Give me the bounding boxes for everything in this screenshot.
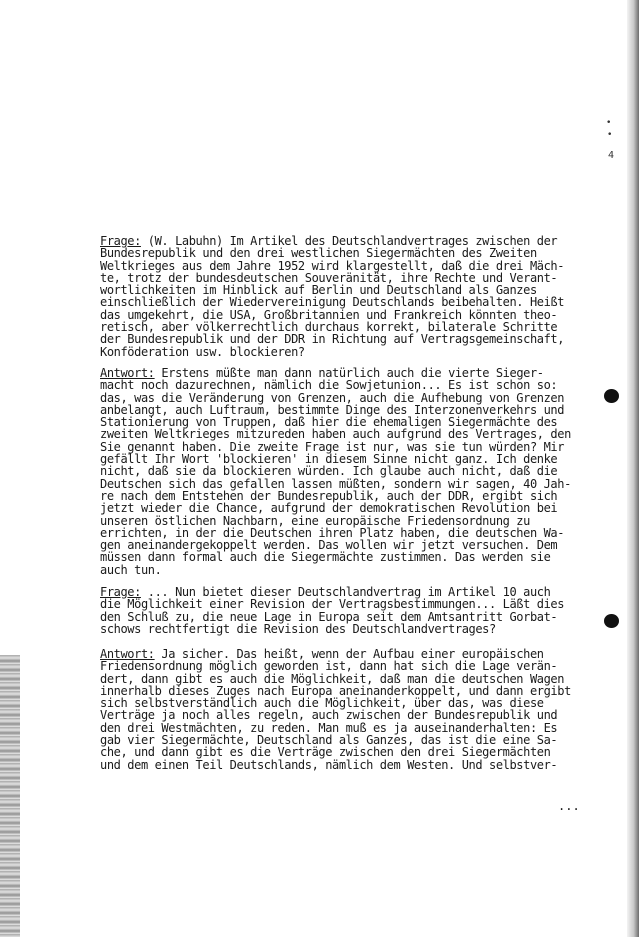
- text-line: errichten, in der die Deutschen ihren Platz haben, die deutschen Wa-: [100, 525, 565, 540]
- question-block: [100, 235, 584, 358]
- text-line: jetzt wieder die Chance, aufgrund der demokratischen Revolution bei: [100, 501, 558, 516]
- text-line: und dem einen Teil Deutschlands, nämlich dem Westen. Und selbstver-: [100, 757, 558, 772]
- speaker-label: Frage:: [100, 234, 141, 248]
- text-line-content: Erstens müßte man dann natürlich auch die vierte Sieger-: [154, 366, 544, 380]
- continuation-marker: ...: [558, 799, 580, 813]
- text-line: der Bundesrepublik und der DDR in Richtung auf Vertragsgemeinschaft,: [100, 332, 565, 347]
- text-line: che, und dann gibt es die Verträge zwischen den drei Siegermächten: [100, 745, 551, 760]
- text-line: Deutschen sich das gefallen lassen müßten, sondern wir sagen, 40 Jah-: [100, 476, 571, 491]
- text-line: gefällt Ihr Wort 'blockieren' in diesem Sinne nicht ganz. Ich denke: [100, 452, 558, 467]
- text-line: unseren östlichen Nachbarn, eine europäische Friedensordnung zu: [100, 513, 530, 528]
- text-line: te, trotz der bundesdeutschen Souveränität, ihre Rechte und Verant-: [100, 270, 558, 285]
- text-line: Konföderation usw. blockieren?: [100, 344, 305, 359]
- text-line: Stationierung von Truppen, daß hier die ehemaligen Siegermächte des: [100, 415, 558, 430]
- text-line: müssen dann formal auch die Siegermächte zustimmen. Das werden sie: [100, 550, 551, 565]
- text-line: nicht, daß sie da blockieren würden. Ich glaube auch nicht, daß die: [100, 464, 558, 479]
- question-block: [100, 586, 584, 635]
- text-line: dert, dann gibt es auch die Möglichkeit, daß man die deutschen Wagen: [100, 671, 565, 686]
- text-line: einschließlich der Wiedervereinigung Deutschlands beibehalten. Heißt: [100, 295, 565, 310]
- answer-block: [100, 367, 584, 576]
- scan-edge-left: [0, 655, 20, 937]
- text-line-content: (W. Labuhn) Im Artikel des Deutschlandvertrages zwischen der: [140, 234, 558, 248]
- text-line: Bundesrepublik und den drei westlichen Siegermächten des Zweiten: [100, 246, 537, 261]
- text-line: Weltkrieges aus dem Jahre 1952 wird klargestellt, daß die drei Mäch-: [100, 258, 565, 273]
- scan-speck: •: [607, 130, 613, 140]
- text-line: gab vier Siegermächte, Deutschland als Ganzes, das ist die eine Sa-: [100, 733, 558, 748]
- text-line-content: ... Nun bietet dieser Deutschlandvertrag im Artikel 10 auch: [140, 585, 551, 599]
- text-line: die Möglichkeit einer Revision der Vertragsbestimmungen... Läßt dies: [100, 597, 565, 612]
- text-line: innerhalb dieses Zuges nach Europa aneinanderkoppelt, und dann ergibt: [100, 683, 571, 698]
- scan-edge-right: [627, 0, 639, 937]
- text-line: das, was die Veränderung von Grenzen, auch die Aufhebung von Grenzen: [100, 390, 565, 405]
- answer-block: [100, 648, 584, 771]
- text-line: Friedensordnung möglich geworden ist, dann hat sich die Lage verän-: [100, 659, 558, 674]
- text-line: den drei Westmächten, zu reden. Man muß es ja auseinanderhalten: Es: [100, 720, 558, 735]
- text-line: schows rechtfertigt die Revision des Deutschlandvertrages?: [100, 621, 496, 636]
- text-line: zweiten Weltkrieges mitzureden haben auch aufgrund des Vertrages, den: [100, 427, 571, 442]
- text-line-content: Ja sicher. Das heißt, wenn der Aufbau einer europäischen: [154, 647, 544, 661]
- text-line: das umgekehrt, die USA, Großbritannien und Frankreich könnten theo-: [100, 307, 558, 322]
- text-line: sich selbstverständlich auch die Möglichkeit, über das, was diese: [100, 696, 544, 711]
- text-line: Verträge ja noch alles regeln, auch zwischen der Bundesrepublik und: [100, 708, 558, 723]
- text-line: auch tun.: [100, 562, 162, 577]
- text-line: re nach dem Entstehen der Bundesrepublik, auch der DDR, ergibt sich: [100, 488, 558, 503]
- punch-hole: [604, 389, 619, 403]
- text-line: anbelangt, auch Luftraum, bestimmte Dinge des Interzonenverkehrs und: [100, 402, 565, 417]
- text-line: wortlichkeiten im Hinblick auf Berlin und Deutschland als Ganzes: [100, 283, 537, 298]
- scan-speck: •: [606, 118, 612, 128]
- text-line: gen aneinandergekoppelt werden. Das wollen wir jetzt versuchen. Dem: [100, 538, 558, 553]
- speaker-label: Frage:: [100, 585, 141, 599]
- speaker-label: Antwort:: [100, 647, 155, 661]
- speaker-label: Antwort:: [100, 366, 155, 380]
- punch-hole: [604, 614, 619, 628]
- text-line: macht noch dazurechnen, nämlich die Sowjetunion... Es ist schon so:: [100, 378, 558, 393]
- text-line: retisch, aber völkerrechtlich durchaus korrekt, bilaterale Schritte: [100, 320, 558, 335]
- page-number: 4: [608, 150, 615, 161]
- text-line: Sie genannt haben. Die zweite Frage ist nur, was sie tun würden? Mir: [100, 439, 565, 454]
- text-line: den Schluß zu, die neue Lage in Europa seit dem Amtsantritt Gorbat-: [100, 609, 558, 624]
